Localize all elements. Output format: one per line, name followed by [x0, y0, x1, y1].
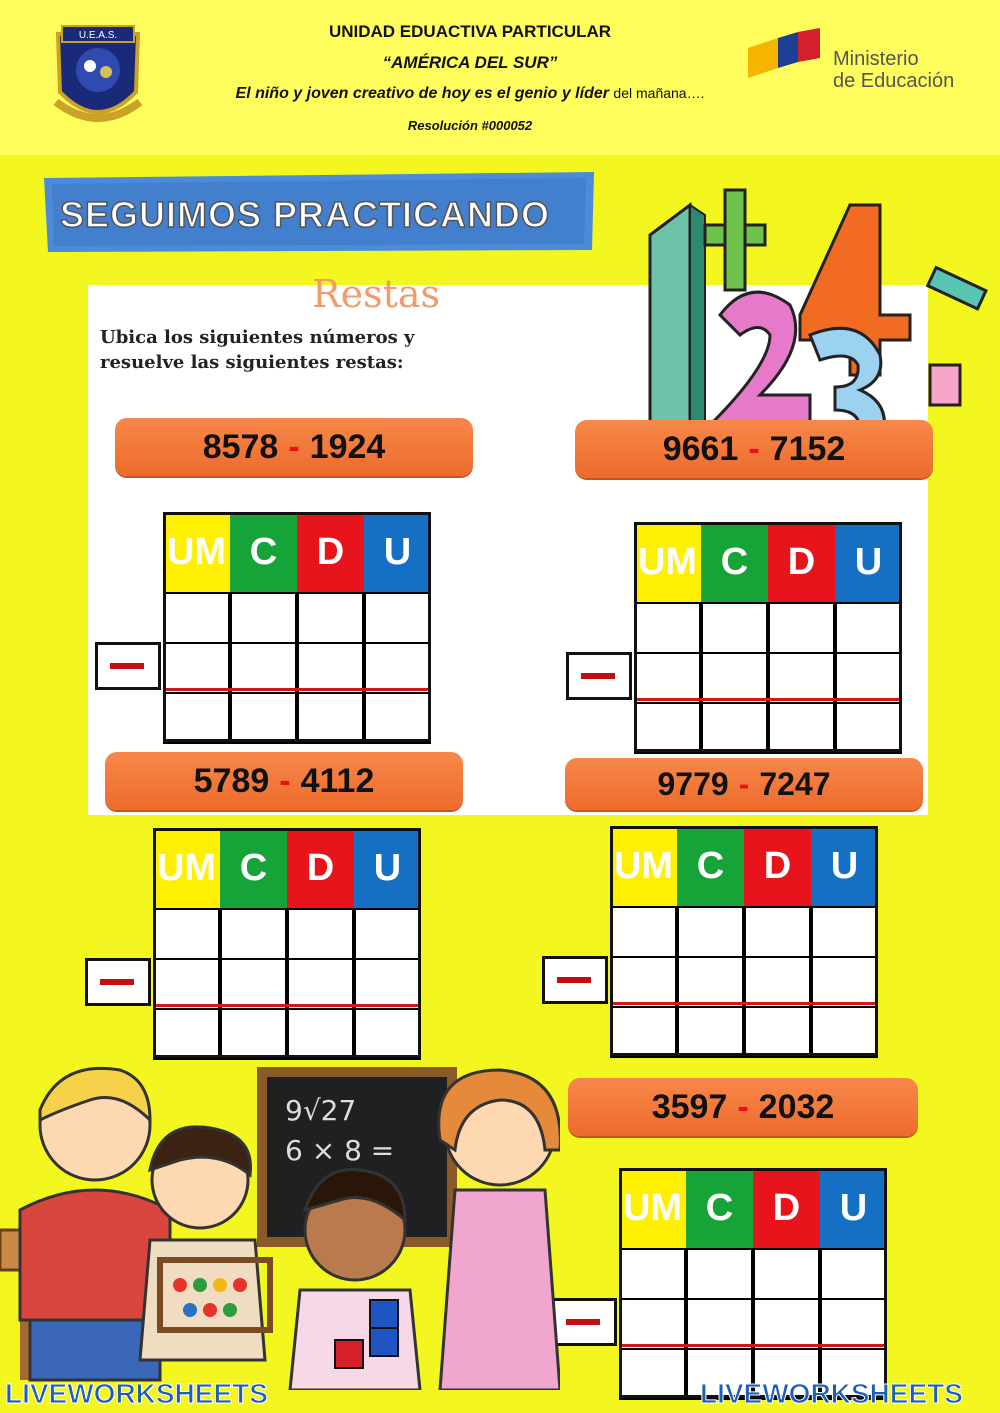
table-2-cell-r2-um[interactable] [634, 652, 701, 704]
table-2-cell-r3-c[interactable] [701, 702, 768, 754]
blackboard-line-1: 9√27 [285, 1094, 357, 1127]
table-1-header-um: UM [163, 512, 230, 592]
resolution-number: Resolución #000052 [407, 118, 533, 133]
problem-3-minuend: 5789 [193, 761, 270, 800]
problem-4-minuend: 9779 [657, 765, 729, 802]
table-1-cell-r3-d[interactable] [297, 692, 364, 744]
table-1-cell-r1-d[interactable] [297, 592, 364, 644]
table-2-header-d: D [768, 522, 835, 602]
school-motto [160, 85, 780, 103]
table-2-cell-r2-c[interactable] [701, 652, 768, 704]
problem-2-subtrahend: 7152 [769, 429, 846, 468]
table-2-header-um: UM [634, 522, 701, 602]
problem-1-label [115, 418, 473, 476]
table-2-header-c: C [701, 522, 768, 602]
table-5-cell-r2-d[interactable] [753, 1298, 820, 1350]
table-4-header-d: D [744, 826, 811, 906]
table-2-cell-r1-um[interactable] [634, 602, 701, 654]
table-2-cell-r2-d[interactable] [768, 652, 835, 704]
ministry-name [833, 48, 954, 92]
school-subtitle: “AMÉRICA DEL SUR” [382, 53, 558, 72]
table-4-cell-r2-u[interactable] [811, 956, 878, 1008]
ministry-line1: Ministerio [833, 48, 919, 70]
table-2-result-line [636, 698, 900, 701]
table-4-cell-r1-u[interactable] [811, 906, 878, 958]
table-1-cell-r2-c[interactable] [230, 642, 297, 694]
table-4-header-um: UM [610, 826, 677, 906]
table-5-cell-r2-um[interactable] [619, 1298, 686, 1350]
ministry-line2: de Educación [833, 70, 955, 92]
table-5-cell-r1-c[interactable] [686, 1248, 753, 1300]
problem-5-subtrahend: 2032 [758, 1087, 835, 1126]
table-3-minus-box [85, 958, 151, 1006]
table-5-cell-r1-u[interactable] [820, 1248, 887, 1300]
table-3-cell-r3-u[interactable] [354, 1008, 421, 1060]
table-3-cell-r2-um[interactable] [153, 958, 220, 1010]
banner-title: SEGUIMOS PRACTICANDO [60, 194, 551, 235]
table-4-minus-box [542, 956, 608, 1004]
table-3-header-u: U [354, 828, 421, 908]
problem-1-minuend: 8578 [202, 427, 279, 466]
table-3-result-line [155, 1004, 419, 1007]
kids-illustration [0, 1060, 560, 1390]
table-3-cell-r2-c[interactable] [220, 958, 287, 1010]
table-1-cell-r2-um[interactable] [163, 642, 230, 694]
instruction-line-2: resuelve las siguientes restas: [100, 352, 404, 373]
table-4-cell-r1-c[interactable] [677, 906, 744, 958]
blackboard-line-2: 6 × 8 = [285, 1134, 395, 1167]
table-1-cell-r1-c[interactable] [230, 592, 297, 644]
table-3-header-c: C [220, 828, 287, 908]
table-2-cell-r2-u[interactable] [835, 652, 902, 704]
table-3-cell-r3-c[interactable] [220, 1008, 287, 1060]
table-4-cell-r2-um[interactable] [610, 956, 677, 1008]
table-5-minus-box [551, 1298, 617, 1346]
table-1-result-line [165, 688, 429, 691]
table-2-cell-r3-um[interactable] [634, 702, 701, 754]
table-4-result-line [612, 1002, 876, 1005]
problem-4-label [565, 758, 923, 810]
table-1-cell-r2-d[interactable] [297, 642, 364, 694]
table-3-cell-r1-d[interactable] [287, 908, 354, 960]
table-3-cell-r2-d[interactable] [287, 958, 354, 1010]
table-4-cell-r2-c[interactable] [677, 956, 744, 1008]
table-4-cell-r1-um[interactable] [610, 906, 677, 958]
table-5-result-line [621, 1344, 885, 1347]
table-3-cell-r1-um[interactable] [153, 908, 220, 960]
table-1-cell-r3-u[interactable] [364, 692, 431, 744]
table-2-cell-r1-u[interactable] [835, 602, 902, 654]
table-2-minus-box [566, 652, 632, 700]
school-name: UNIDAD EDUACTIVA PARTICULAR [328, 22, 612, 41]
table-4-header-u: U [811, 826, 878, 906]
problem-5-minus: - [737, 1087, 749, 1126]
table-3-cell-r1-u[interactable] [354, 908, 421, 960]
problem-4-subtrahend: 7247 [759, 765, 831, 802]
table-5-cell-r2-c[interactable] [686, 1298, 753, 1350]
watermark-left: LIVEWORKSHEETS [5, 1378, 268, 1409]
problem-4-minus: - [738, 765, 750, 802]
table-1-header-u: U [364, 512, 431, 592]
problem-2-minuend: 9661 [662, 429, 739, 468]
table-4-cell-r3-c[interactable] [677, 1006, 744, 1058]
problem-3-minus: - [279, 761, 291, 800]
table-5-header-um: UM [619, 1168, 686, 1248]
table-4-cell-r3-u[interactable] [811, 1006, 878, 1058]
table-3-cell-r2-u[interactable] [354, 958, 421, 1010]
table-4-cell-r3-um[interactable] [610, 1006, 677, 1058]
table-5-cell-r2-u[interactable] [820, 1298, 887, 1350]
table-3-cell-r3-um[interactable] [153, 1008, 220, 1060]
table-1-cell-r3-c[interactable] [230, 692, 297, 744]
problem-2-minus: - [748, 429, 760, 468]
minus-icon [581, 673, 615, 679]
table-5-cell-r3-um[interactable] [619, 1348, 686, 1400]
school-logo-text: U.E.A.S. [78, 30, 118, 41]
table-5-header-u: U [820, 1168, 887, 1248]
ministry-logo [748, 28, 820, 88]
table-3-header-d: D [287, 828, 354, 908]
table-1-cell-r1-um[interactable] [163, 592, 230, 644]
table-2-cell-r1-d[interactable] [768, 602, 835, 654]
table-4-cell-r1-d[interactable] [744, 906, 811, 958]
watermark-right: LIVEWORKSHEETS [700, 1378, 963, 1409]
problem-3-subtrahend: 4112 [300, 761, 375, 800]
worksheet-subtitle: Restas [312, 272, 441, 316]
table-3-cell-r1-c[interactable] [220, 908, 287, 960]
table-2-cell-r3-u[interactable] [835, 702, 902, 754]
problem-1-minus: - [288, 427, 300, 466]
table-1-cell-r2-u[interactable] [364, 642, 431, 694]
table-1-minus-box [95, 642, 161, 690]
problem-3-label [105, 752, 463, 810]
table-5-header-d: D [753, 1168, 820, 1248]
minus-icon [557, 977, 591, 983]
table-5-cell-r1-um[interactable] [619, 1248, 686, 1300]
school-logo [48, 22, 148, 134]
minus-icon [100, 979, 134, 985]
table-2-cell-r3-d[interactable] [768, 702, 835, 754]
table-5-cell-r1-d[interactable] [753, 1248, 820, 1300]
table-4-cell-r2-d[interactable] [744, 956, 811, 1008]
minus-icon [110, 663, 144, 669]
motto-tail: del mañana…. [613, 85, 705, 101]
minus-icon [566, 1319, 600, 1325]
problem-5-label [568, 1078, 918, 1136]
table-2-cell-r1-c[interactable] [701, 602, 768, 654]
problem-2-label [575, 420, 933, 478]
instruction-line-1: Ubica los siguientes números y [100, 327, 415, 348]
problem-5-minuend: 3597 [651, 1087, 728, 1126]
table-1-header-c: C [230, 512, 297, 592]
table-4-header-c: C [677, 826, 744, 906]
table-1-cell-r3-um[interactable] [163, 692, 230, 744]
table-4-cell-r3-d[interactable] [744, 1006, 811, 1058]
problem-1-subtrahend: 1924 [309, 427, 386, 466]
table-2-header-u: U [835, 522, 902, 602]
table-3-cell-r3-d[interactable] [287, 1008, 354, 1060]
table-1-header-d: D [297, 512, 364, 592]
table-1-cell-r1-u[interactable] [364, 592, 431, 644]
table-3-header-um: UM [153, 828, 220, 908]
motto-main: El niño y joven creativo de hoy es el genio y líder [235, 85, 609, 102]
table-5-header-c: C [686, 1168, 753, 1248]
